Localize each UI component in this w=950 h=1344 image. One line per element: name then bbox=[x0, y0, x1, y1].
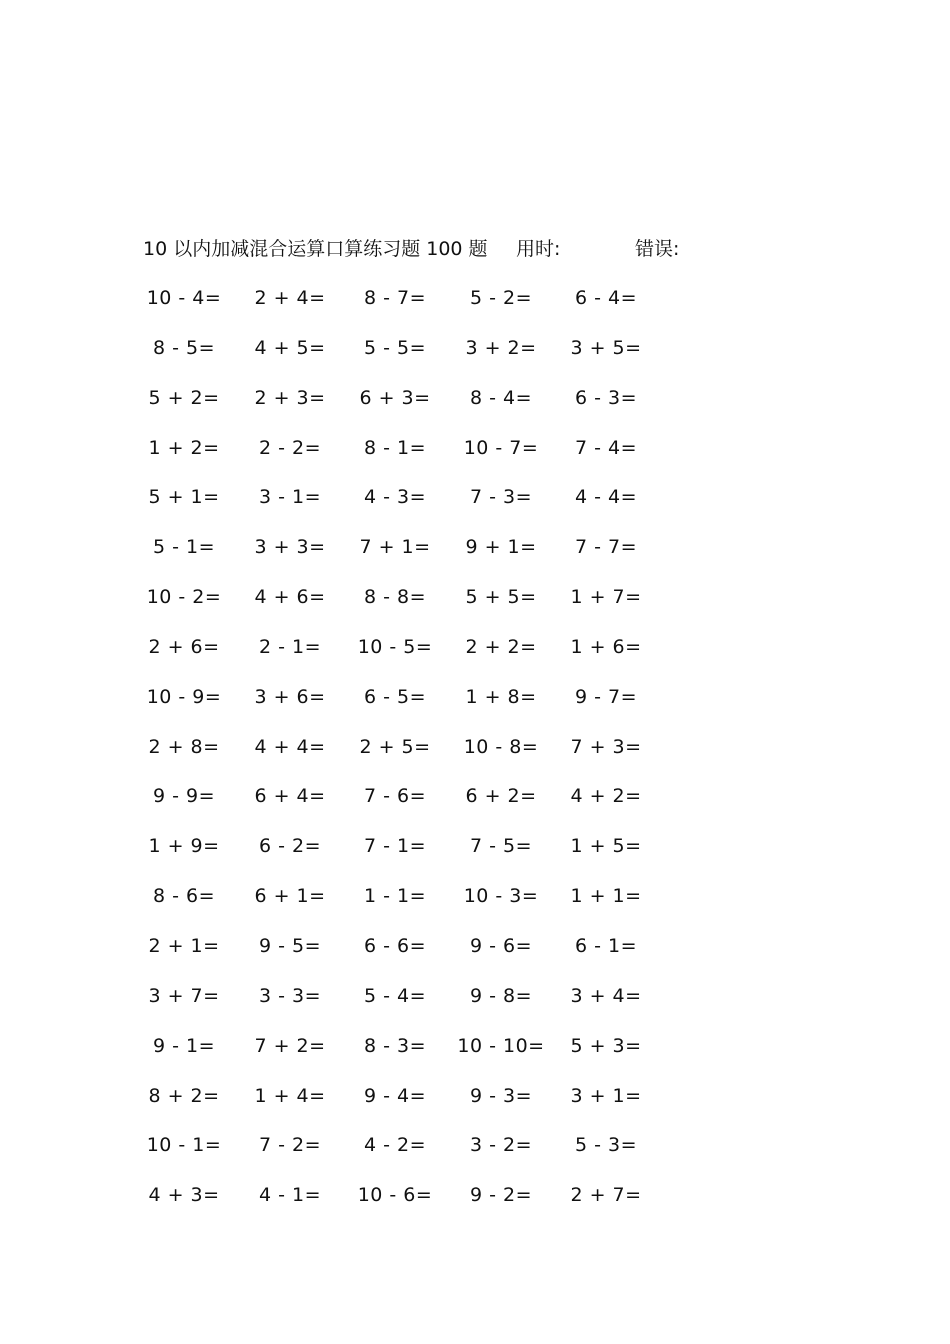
problem-row bbox=[0, 284, 950, 334]
arithmetic-problem: 10 - 2= bbox=[146, 586, 222, 609]
time-used-label: 用时: bbox=[516, 238, 561, 260]
arithmetic-problem: 10 - 9= bbox=[146, 685, 222, 708]
arithmetic-problem: 9 + 1= bbox=[465, 536, 537, 559]
arithmetic-problem: 6 + 2= bbox=[465, 785, 537, 808]
arithmetic-problem: 1 + 6= bbox=[570, 635, 642, 658]
arithmetic-problem: 6 - 6= bbox=[363, 934, 427, 957]
problem-row bbox=[0, 932, 950, 982]
arithmetic-problem: 9 - 1= bbox=[152, 1034, 216, 1057]
arithmetic-problem: 2 - 1= bbox=[258, 635, 322, 658]
arithmetic-problem: 7 - 1= bbox=[363, 835, 427, 858]
problem-row bbox=[0, 384, 950, 434]
problem-row bbox=[0, 483, 950, 533]
arithmetic-problem: 4 + 2= bbox=[570, 785, 642, 808]
arithmetic-problem: 9 - 8= bbox=[469, 984, 533, 1007]
arithmetic-problem: 4 + 6= bbox=[254, 586, 326, 609]
problem-row bbox=[0, 583, 950, 633]
arithmetic-problem: 1 + 8= bbox=[465, 685, 537, 708]
arithmetic-problem: 8 - 5= bbox=[152, 336, 216, 359]
arithmetic-problem: 2 + 2= bbox=[465, 635, 537, 658]
arithmetic-problem: 8 - 1= bbox=[363, 436, 427, 459]
arithmetic-problem: 3 + 2= bbox=[465, 336, 537, 359]
arithmetic-problem: 8 - 4= bbox=[469, 386, 533, 409]
problem-row bbox=[0, 1032, 950, 1082]
arithmetic-problem: 4 - 3= bbox=[363, 486, 427, 509]
arithmetic-problem: 8 - 3= bbox=[363, 1034, 427, 1057]
problem-row bbox=[0, 633, 950, 683]
arithmetic-problem: 6 - 4= bbox=[574, 287, 638, 309]
arithmetic-problem: 6 - 3= bbox=[574, 386, 638, 409]
arithmetic-problem: 1 + 5= bbox=[570, 835, 642, 858]
problem-row bbox=[0, 1082, 950, 1132]
arithmetic-problem: 9 - 7= bbox=[574, 685, 638, 708]
arithmetic-problem: 6 - 1= bbox=[574, 934, 638, 957]
arithmetic-problem: 10 - 10= bbox=[457, 1034, 545, 1057]
arithmetic-problem: 7 - 6= bbox=[363, 785, 427, 808]
arithmetic-problem: 2 + 4= bbox=[254, 287, 326, 309]
arithmetic-problem: 2 + 1= bbox=[148, 934, 220, 957]
arithmetic-problem: 10 - 7= bbox=[463, 436, 539, 459]
arithmetic-problem: 10 - 3= bbox=[463, 885, 539, 908]
arithmetic-problem: 9 - 6= bbox=[469, 934, 533, 957]
worksheet-header bbox=[143, 235, 680, 263]
arithmetic-problem: 6 - 2= bbox=[258, 835, 322, 858]
arithmetic-problem: 6 + 3= bbox=[359, 386, 431, 409]
arithmetic-problem: 8 - 6= bbox=[152, 885, 216, 908]
arithmetic-problem: 3 + 4= bbox=[570, 984, 642, 1007]
arithmetic-problem: 6 - 5= bbox=[363, 685, 427, 708]
arithmetic-problem: 2 + 8= bbox=[148, 735, 220, 758]
arithmetic-problem: 5 - 1= bbox=[152, 536, 216, 559]
arithmetic-problem: 4 + 4= bbox=[254, 735, 326, 758]
arithmetic-problem: 10 - 5= bbox=[357, 635, 433, 658]
arithmetic-problem: 6 + 4= bbox=[254, 785, 326, 808]
arithmetic-problem: 1 - 1= bbox=[363, 885, 427, 908]
problem-row bbox=[0, 782, 950, 832]
arithmetic-problem: 10 - 4= bbox=[146, 287, 222, 309]
arithmetic-problem: 2 + 7= bbox=[570, 1184, 642, 1207]
arithmetic-problem: 7 - 3= bbox=[469, 486, 533, 509]
arithmetic-problem: 5 + 2= bbox=[148, 386, 220, 409]
arithmetic-problem: 6 + 1= bbox=[254, 885, 326, 908]
arithmetic-problem: 10 - 8= bbox=[463, 735, 539, 758]
arithmetic-problem: 1 + 2= bbox=[148, 436, 220, 459]
problem-row bbox=[0, 683, 950, 733]
arithmetic-problem: 5 - 3= bbox=[574, 1134, 638, 1157]
problem-row bbox=[0, 1131, 950, 1181]
arithmetic-problem: 5 - 2= bbox=[469, 287, 533, 309]
arithmetic-problem: 1 + 9= bbox=[148, 835, 220, 858]
arithmetic-problem: 4 + 3= bbox=[148, 1184, 220, 1207]
arithmetic-problem: 7 - 4= bbox=[574, 436, 638, 459]
arithmetic-problem: 8 - 7= bbox=[363, 287, 427, 309]
arithmetic-problem: 3 - 3= bbox=[258, 984, 322, 1007]
arithmetic-problem: 5 + 1= bbox=[148, 486, 220, 509]
arithmetic-problem: 3 + 3= bbox=[254, 536, 326, 559]
arithmetic-problem: 3 + 7= bbox=[148, 984, 220, 1007]
arithmetic-problem: 2 - 2= bbox=[258, 436, 322, 459]
arithmetic-problem: 3 + 6= bbox=[254, 685, 326, 708]
arithmetic-problem: 3 + 1= bbox=[570, 1084, 642, 1107]
problem-row bbox=[0, 982, 950, 1032]
arithmetic-problem: 5 + 5= bbox=[465, 586, 537, 609]
problem-row bbox=[0, 434, 950, 484]
problem-grid bbox=[0, 284, 950, 1231]
arithmetic-problem: 4 - 2= bbox=[363, 1134, 427, 1157]
arithmetic-problem: 10 - 6= bbox=[357, 1184, 433, 1207]
arithmetic-problem: 7 - 2= bbox=[258, 1134, 322, 1157]
arithmetic-problem: 4 - 4= bbox=[574, 486, 638, 509]
arithmetic-problem: 4 - 1= bbox=[258, 1184, 322, 1207]
arithmetic-problem: 10 - 1= bbox=[146, 1134, 222, 1157]
arithmetic-problem: 9 - 5= bbox=[258, 934, 322, 957]
worksheet-title: 10 以内加减混合运算口算练习题 100 题 bbox=[143, 238, 488, 260]
problem-row bbox=[0, 832, 950, 882]
problem-row bbox=[0, 1181, 950, 1231]
arithmetic-problem: 5 - 5= bbox=[363, 336, 427, 359]
arithmetic-problem: 8 - 8= bbox=[363, 586, 427, 609]
arithmetic-problem: 2 + 5= bbox=[359, 735, 431, 758]
arithmetic-problem: 9 - 9= bbox=[152, 785, 216, 808]
arithmetic-problem: 9 - 2= bbox=[469, 1184, 533, 1207]
arithmetic-problem: 3 - 2= bbox=[469, 1134, 533, 1157]
arithmetic-problem: 5 + 3= bbox=[570, 1034, 642, 1057]
arithmetic-problem: 7 + 1= bbox=[359, 536, 431, 559]
arithmetic-problem: 9 - 3= bbox=[469, 1084, 533, 1107]
arithmetic-problem: 8 + 2= bbox=[148, 1084, 220, 1107]
arithmetic-problem: 2 + 6= bbox=[148, 635, 220, 658]
problem-row bbox=[0, 533, 950, 583]
arithmetic-problem: 7 + 2= bbox=[254, 1034, 326, 1057]
problem-row bbox=[0, 334, 950, 384]
arithmetic-problem: 5 - 4= bbox=[363, 984, 427, 1007]
arithmetic-problem: 7 - 5= bbox=[469, 835, 533, 858]
arithmetic-problem: 3 - 1= bbox=[258, 486, 322, 509]
arithmetic-problem: 1 + 7= bbox=[570, 586, 642, 609]
errors-label: 错误: bbox=[635, 238, 680, 260]
arithmetic-problem: 7 + 3= bbox=[570, 735, 642, 758]
arithmetic-problem: 9 - 4= bbox=[363, 1084, 427, 1107]
arithmetic-problem: 2 + 3= bbox=[254, 386, 326, 409]
problem-row bbox=[0, 882, 950, 932]
arithmetic-problem: 1 + 4= bbox=[254, 1084, 326, 1107]
problem-row bbox=[0, 733, 950, 783]
arithmetic-problem: 4 + 5= bbox=[254, 336, 326, 359]
arithmetic-problem: 3 + 5= bbox=[570, 336, 642, 359]
arithmetic-problem: 1 + 1= bbox=[570, 885, 642, 908]
arithmetic-problem: 7 - 7= bbox=[574, 536, 638, 559]
